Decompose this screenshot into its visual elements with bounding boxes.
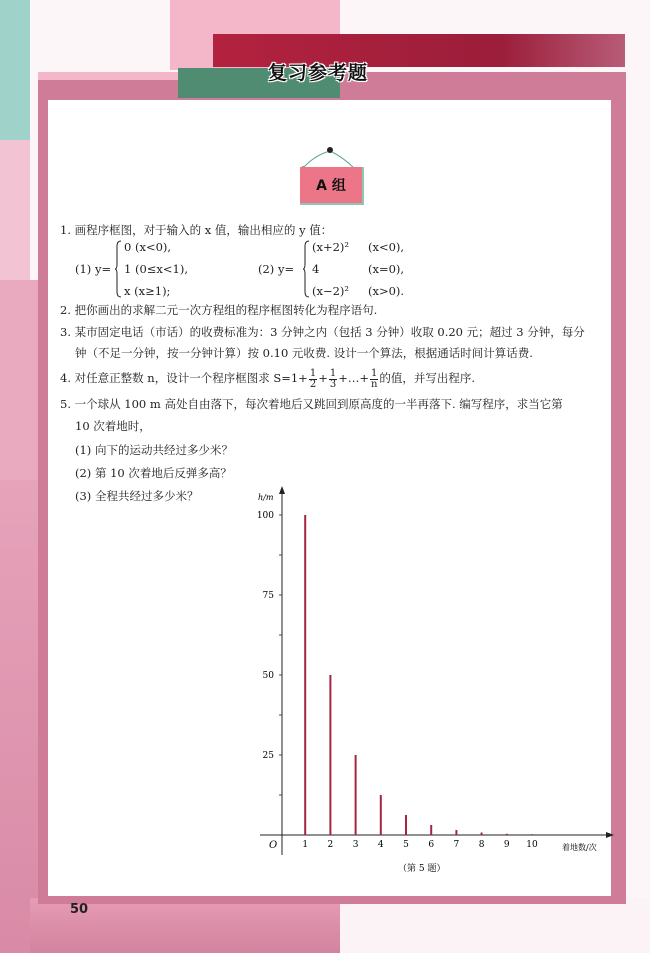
q4-plus: + xyxy=(318,371,328,385)
question-3-line1: 3. 某市固定电话（市话）的收费标准为：3 分钟之内（包括 3 分钟）收取 0.20 元；超过 3 分钟，每分 xyxy=(60,325,585,339)
brace-icon xyxy=(302,240,310,298)
x-tick-label: 7 xyxy=(453,840,460,850)
q1-part2-expr: 4 xyxy=(312,262,320,276)
bar xyxy=(531,834,533,835)
bar xyxy=(380,795,382,835)
bar xyxy=(481,833,483,836)
x-tick-label: 5 xyxy=(403,840,409,850)
y-tick-label: 75 xyxy=(262,591,274,601)
question-4 xyxy=(60,366,475,390)
fraction xyxy=(329,369,337,390)
q1-part2-label: (2) y= xyxy=(258,262,295,276)
q4-suffix: 的值，并写出程序. xyxy=(379,371,476,385)
q1-part2-cond: (x=0), xyxy=(368,262,405,276)
bar xyxy=(506,834,508,835)
x-tick-label: 9 xyxy=(503,840,510,850)
q1-part2-cond: (x>0). xyxy=(368,284,405,298)
q4-prefix: 4. 对任意正整数 n，设计一个程序框图求 S=1+ xyxy=(60,371,308,385)
fraction xyxy=(370,369,378,390)
x-axis-label: 着地数/次 xyxy=(562,843,597,852)
question-1: 1. 画程序框图，对于输入的 x 值，输出相应的 y 值： xyxy=(60,223,333,237)
x-tick-label: 6 xyxy=(428,840,435,850)
x-tick-label: 2 xyxy=(327,840,334,850)
x-tick-label: 1 xyxy=(302,840,309,850)
bar xyxy=(329,675,331,835)
background-block xyxy=(0,480,40,953)
x-tick-label: 3 xyxy=(352,840,359,850)
bar xyxy=(430,825,432,835)
bar xyxy=(355,755,357,835)
question-5-line2: 10 次着地时， xyxy=(75,419,151,433)
q1-part2-cond: (x<0), xyxy=(368,240,405,254)
bar xyxy=(455,830,457,835)
y-axis-arrow xyxy=(279,486,285,494)
page-title: 复习参考题 xyxy=(268,62,369,84)
x-tick-label: 4 xyxy=(377,840,384,850)
chart-caption: （第 5 题） xyxy=(398,864,446,874)
y-axis-label: h/m xyxy=(258,493,274,502)
denominator: 2 xyxy=(309,378,317,390)
group-sign: A 组 xyxy=(300,167,364,205)
question-3-line2: 钟（不足一分钟，按一分钟计算）按 0.10 元收费. 设计一个算法，根据通话时间计算话费. xyxy=(75,346,533,360)
numerator: 1 xyxy=(370,367,378,379)
denominator: n xyxy=(370,378,378,390)
background-block xyxy=(0,280,40,480)
fraction xyxy=(309,369,317,390)
q5-sub: (2) 第 10 次着地后反弹多高？ xyxy=(75,466,232,480)
background-block xyxy=(340,898,650,953)
q1-part2-expr: (x+2)² xyxy=(312,240,350,254)
bar xyxy=(405,815,407,835)
brace-icon xyxy=(114,240,122,298)
background-block xyxy=(0,0,30,140)
q5-sub: (1) 向下的运动共经过多少米？ xyxy=(75,443,233,457)
q1-part1-case: 0 (x<0), xyxy=(124,240,172,254)
x-tick-label: 10 xyxy=(526,840,538,850)
question-5-line1: 5. 一个球从 100 m 高处自由落下，每次着地后又跳回到原高度的一半再落下. 编写程序，求当它第 xyxy=(60,397,563,411)
q1-part1-case: x (x≥1); xyxy=(124,284,171,298)
y-tick-label: 50 xyxy=(262,671,274,681)
background-block xyxy=(0,140,30,280)
q1-part2-expr: (x−2)² xyxy=(312,284,350,298)
numerator: 1 xyxy=(309,367,317,379)
q1-part1-case: 1 (0≤x<1), xyxy=(124,262,188,276)
y-tick-label: 100 xyxy=(256,511,274,521)
denominator: 3 xyxy=(329,378,337,390)
x-axis-arrow xyxy=(606,832,614,838)
bar xyxy=(304,515,306,835)
q1-part1-label: (1) y= xyxy=(75,262,112,276)
q5-sub: (3) 全程共经过多少米？ xyxy=(75,489,199,503)
bounce-chart xyxy=(250,480,620,880)
y-tick-label: 25 xyxy=(262,751,274,761)
q4-dots: +…+ xyxy=(338,371,369,385)
origin-label: O xyxy=(269,840,278,851)
numerator: 1 xyxy=(329,367,337,379)
x-tick-label: 8 xyxy=(478,840,485,850)
question-2: 2. 把你画出的求解二元一次方程组的程序框图转化为程序语句. xyxy=(60,303,378,317)
page-number: 50 xyxy=(70,902,89,917)
